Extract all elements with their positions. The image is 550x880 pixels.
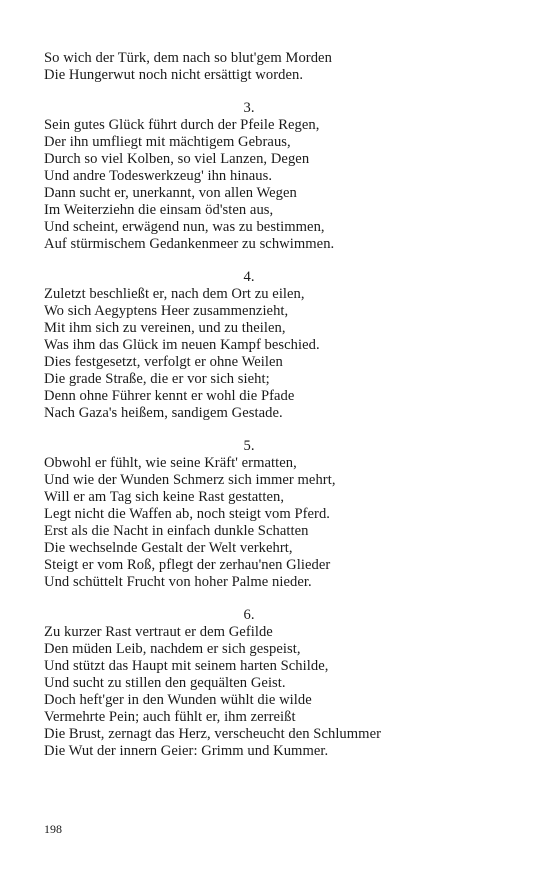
verse-line: Auf stürmischem Gedankenmeer zu schwimmen. [44, 236, 335, 252]
verse-line: Und stützt das Haupt mit seinem harten Schilde, [44, 658, 329, 674]
verse-line: So wich der Türk, dem nach so blut'gem Morden [44, 50, 332, 66]
verse-line: Und andre Todeswerkzeug' ihn hinaus. [44, 168, 273, 184]
poem-text [44, 50, 484, 760]
verse-line: Zu kurzer Rast vertraut er dem Gefilde [44, 624, 273, 640]
stanza-6 [44, 607, 484, 760]
stanza-number: 3. [243, 100, 255, 116]
verse-line: Die Hungerwut noch nicht ersättigt worden. [44, 67, 304, 83]
verse-line: Will er am Tag sich keine Rast gestatten, [44, 489, 285, 505]
verse-line: Der ihn umfliegt mit mächtigem Gebraus, [44, 134, 291, 150]
page-number: 198 [44, 822, 62, 836]
stanza-5 [44, 438, 484, 591]
verse-line: Was ihm das Glück im neuen Kampf beschied. [44, 337, 320, 353]
verse-line: Erst als die Nacht in einfach dunkle Schatten [44, 523, 309, 539]
verse-line: Mit ihm sich zu vereinen, und zu theilen, [44, 320, 286, 336]
verse-line: Die grade Straße, die er vor sich sieht; [44, 371, 270, 387]
verse-line: Wo sich Aegyptens Heer zusammenzieht, [44, 303, 289, 319]
verse-line: Vermehrte Pein; auch fühlt er, ihm zerreißt [44, 709, 296, 725]
verse-line: Dies festgesetzt, verfolgt er ohne Weilen [44, 354, 283, 370]
verse-line: Nach Gaza's heißem, sandigem Gestade. [44, 405, 283, 421]
verse-line: Zuletzt beschließt er, nach dem Ort zu eilen, [44, 286, 305, 302]
stanza-number: 5. [243, 438, 255, 454]
verse-line: Denn ohne Führer kennt er wohl die Pfade [44, 388, 295, 404]
verse-line: Die Wut der innern Geier: Grimm und Kummer. [44, 743, 329, 759]
verse-line: Den müden Leib, nachdem er sich gespeist, [44, 641, 301, 657]
verse-line: Obwohl er fühlt, wie seine Kräft' ermatten, [44, 455, 297, 471]
verse-line: Legt nicht die Waffen ab, noch steigt vom Pferd. [44, 506, 331, 522]
verse-line: Im Weiterziehn die einsam öd'sten aus, [44, 202, 274, 218]
verse-line: Die Brust, zernagt das Herz, verscheucht den Schlummer [44, 726, 382, 742]
stanza-number: 4. [243, 269, 255, 285]
verse-line: Steigt er vom Roß, pflegt der zerhau'nen Glieder [44, 557, 331, 573]
stanza-number: 6. [243, 607, 255, 623]
verse-line: Und schüttelt Frucht von hoher Palme nieder. [44, 574, 312, 590]
verse-line: Doch heft'ger in den Wunden wühlt die wilde [44, 692, 312, 708]
verse-line: Und sucht zu stillen den gequälten Geist. [44, 675, 286, 691]
verse-line: Die wechselnde Gestalt der Welt verkehrt, [44, 540, 293, 556]
verse-line: Dann sucht er, unerkannt, von allen Wegen [44, 185, 297, 201]
stanza-continuation [44, 50, 484, 84]
stanza-3 [44, 100, 484, 253]
verse-line: Sein gutes Glück führt durch der Pfeile Regen, [44, 117, 320, 133]
stanza-4 [44, 269, 484, 422]
verse-line: Und scheint, erwägend nun, was zu bestimmen, [44, 219, 325, 235]
verse-line: Durch so viel Kolben, so viel Lanzen, Degen [44, 151, 310, 167]
verse-line: Und wie der Wunden Schmerz sich immer mehrt, [44, 472, 336, 488]
